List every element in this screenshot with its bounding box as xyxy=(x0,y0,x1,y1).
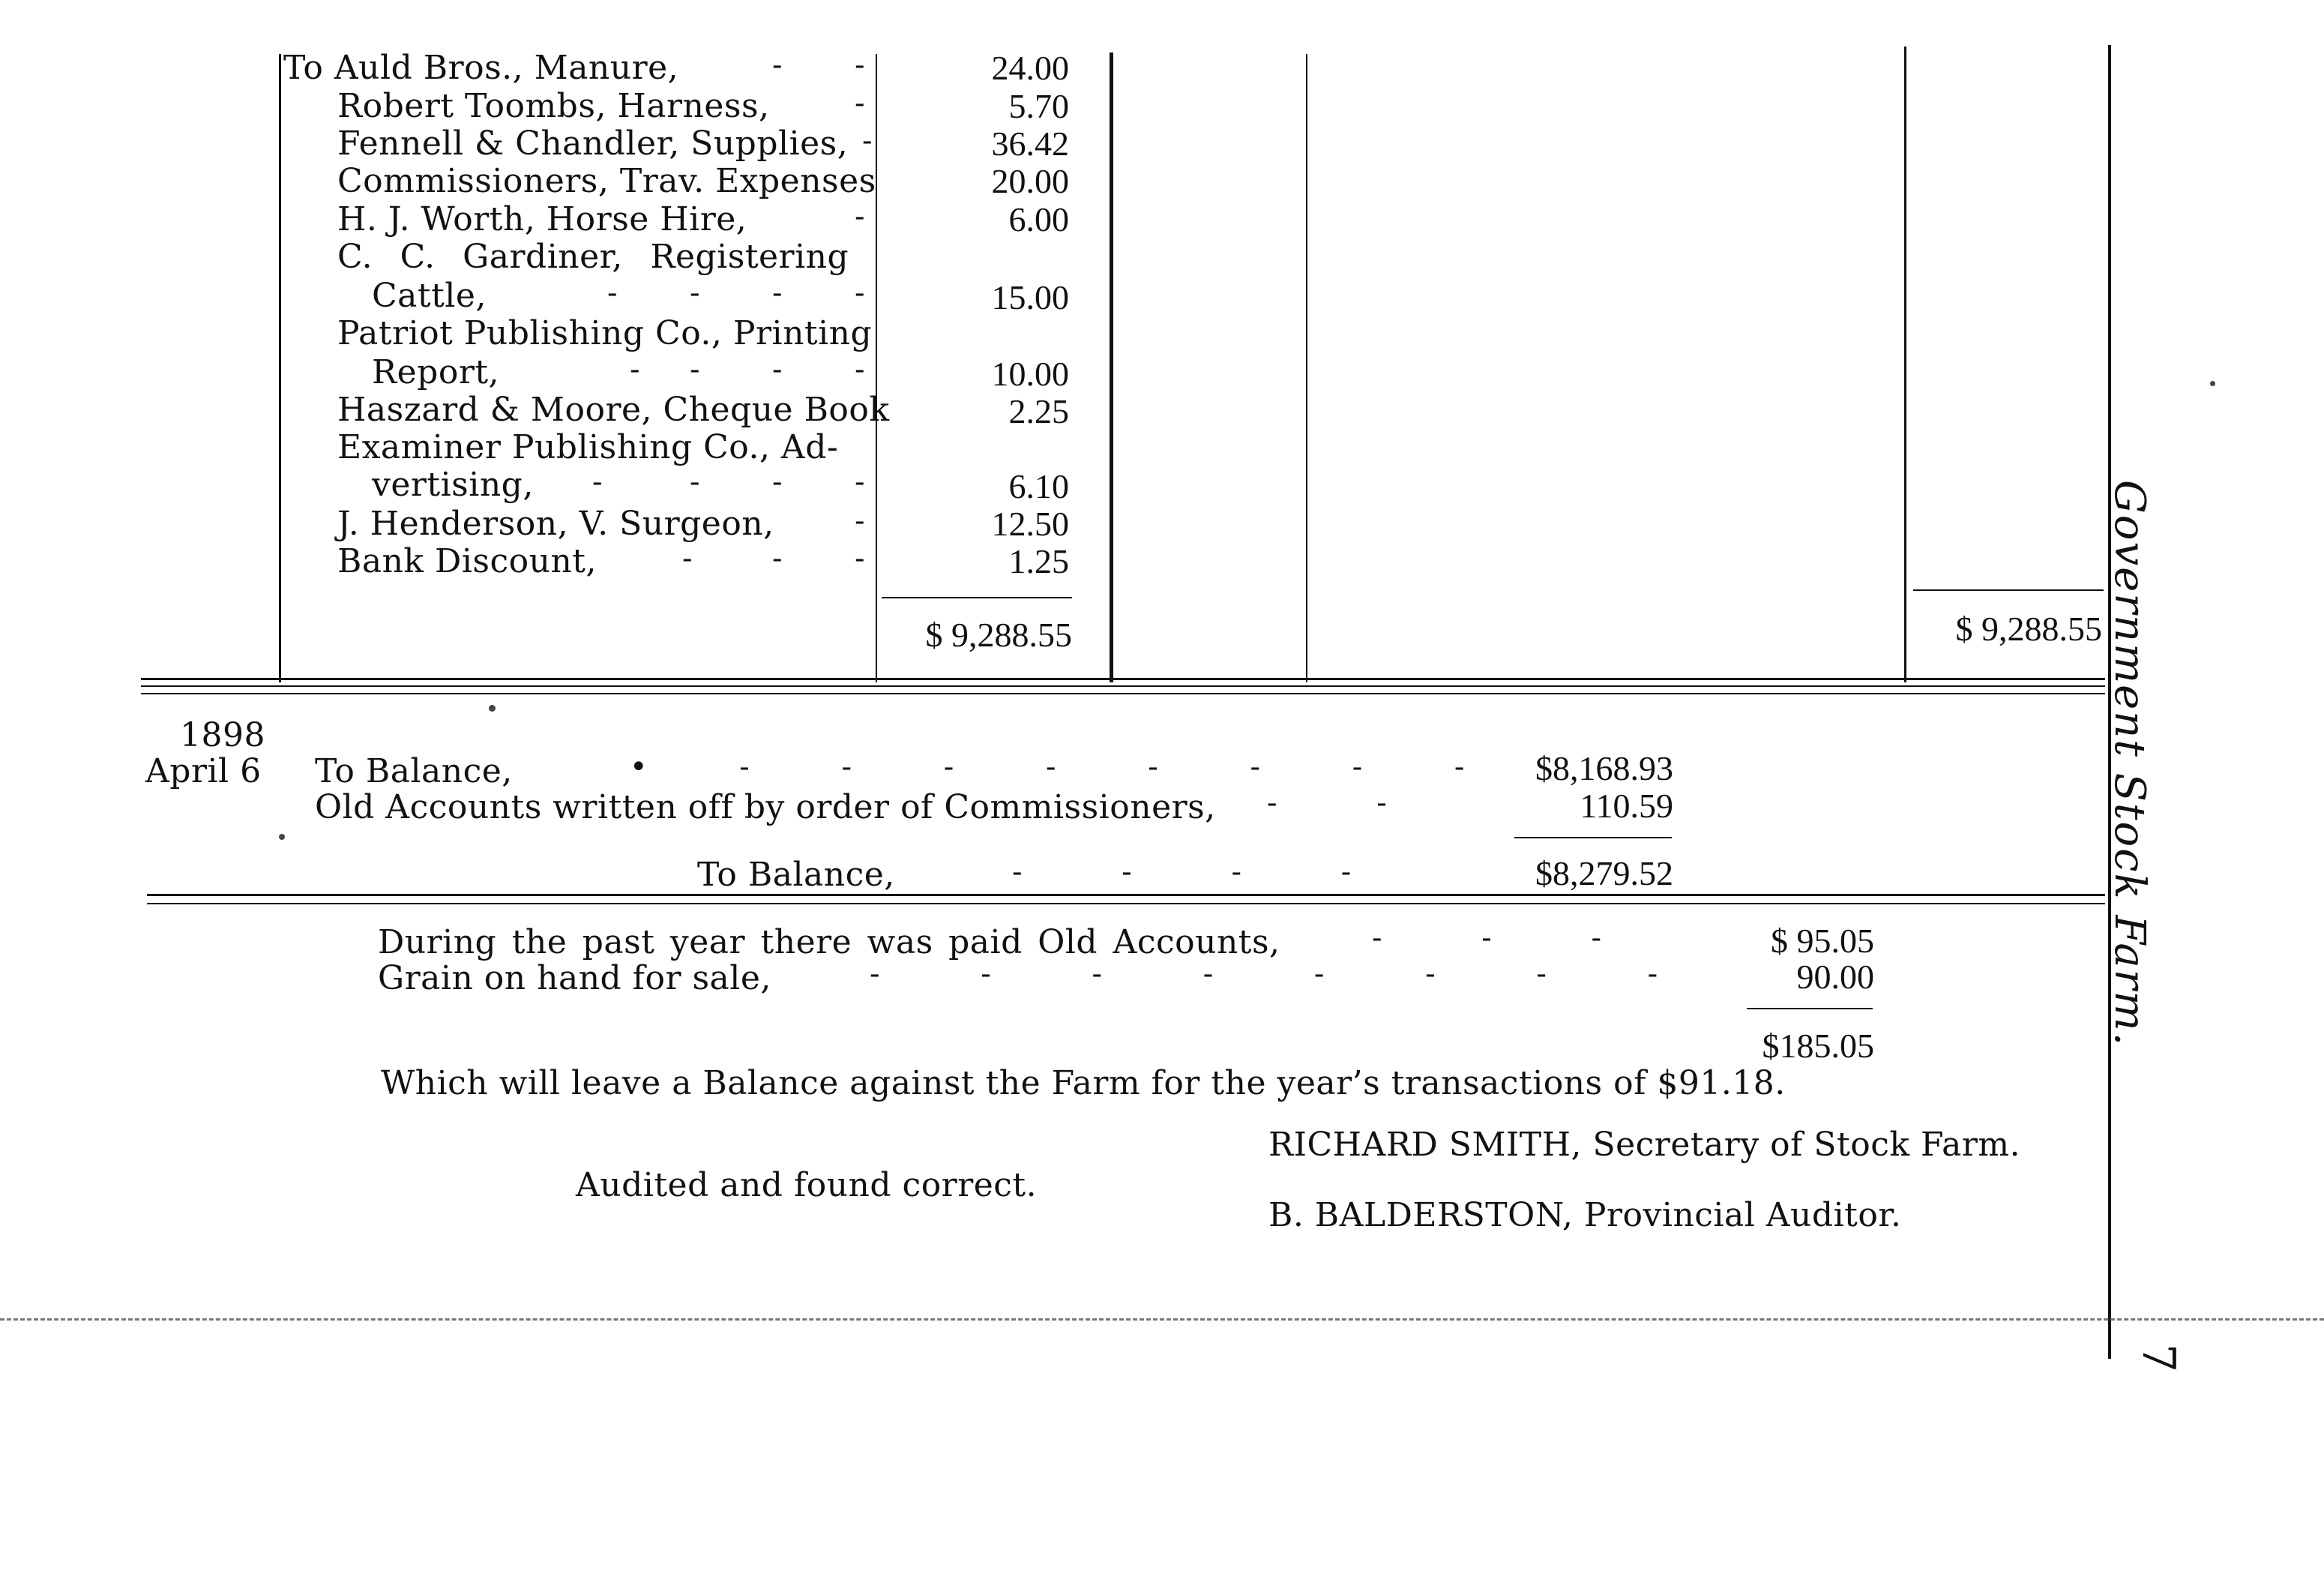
leader-dashes: - xyxy=(855,86,865,121)
to-balance-amount: $8,168.93 xyxy=(1535,749,1673,787)
ledger-entry-name: Cattle, xyxy=(372,277,487,315)
ledger-rule xyxy=(876,54,877,682)
ledger-entry-name: Commissioners, Trav. Expenses xyxy=(337,162,876,200)
auditor-signature: B. BALDERSTON, Provincial Auditor. xyxy=(1268,1196,1902,1234)
leader-dashes: • - - - - - - - - xyxy=(630,750,1465,784)
old-accounts-amount: 110.59 xyxy=(1580,787,1673,825)
total-rule xyxy=(882,597,1072,598)
leader-dashes: - xyxy=(855,199,865,234)
leader-dashes: - - - xyxy=(1372,921,1601,955)
leader-dashes: - xyxy=(690,276,700,310)
ledger-entry-amount: 5.70 xyxy=(1008,87,1069,125)
grain-amount: 90.00 xyxy=(1796,958,1874,996)
ledger-entry-amount: 10.00 xyxy=(991,355,1069,393)
leader-dashes: - xyxy=(690,352,700,387)
leader-dashes: - - xyxy=(1267,786,1387,820)
total-rule xyxy=(1913,589,2104,591)
leader-dashes: - xyxy=(592,465,603,499)
final-balance-label: To Balance, xyxy=(697,856,895,894)
paid-old-accounts-amount: $ 95.05 xyxy=(1771,922,1874,960)
section-rule xyxy=(147,903,2105,904)
leader-dashes: - xyxy=(772,541,783,576)
ledger-entry-name: J. Henderson, V. Surgeon, xyxy=(337,505,774,543)
crop-line xyxy=(0,1318,2324,1321)
leader-dashes: - xyxy=(772,276,783,310)
ledger-entry-name: Robert Toombs, Harness, xyxy=(337,87,770,125)
scan-speck xyxy=(2210,381,2215,386)
ledger-entry-name: Haszard & Moore, Cheque Book xyxy=(337,391,890,429)
section-rule xyxy=(141,685,2105,687)
section-rule xyxy=(147,894,2105,896)
audited-note: Audited and found correct. xyxy=(576,1166,1038,1204)
grain-label: Grain on hand for sale, xyxy=(378,959,771,997)
ledger-entry-name: H. J. Worth, Horse Hire, xyxy=(337,200,747,238)
balance-date: April 6 xyxy=(145,752,262,790)
balance-year: 1898 xyxy=(180,716,265,754)
ledger-entry-amount: 20.00 xyxy=(991,162,1069,200)
sum-rule xyxy=(1514,837,1672,838)
leader-dashes: - xyxy=(630,352,640,387)
ledger-entry-name: To Auld Bros., Manure, xyxy=(283,49,679,87)
ledger-total-right: $ 9,288.55 xyxy=(1955,610,2102,648)
sum-rule xyxy=(1747,1008,1873,1009)
leader-dashes: - xyxy=(855,504,865,538)
leader-dashes: - xyxy=(862,124,873,158)
ledger-entry-name: C. C. Gardiner, Registering xyxy=(337,238,849,276)
ledger-entry-amount: 24.00 xyxy=(991,49,1069,87)
scan-speck xyxy=(489,705,496,712)
conclusion-text: Which will leave a Balance against the Farm for the year’s transactions of $91.18. xyxy=(381,1064,1786,1102)
ledger-entry-amount: 12.50 xyxy=(991,505,1069,543)
old-accounts-label: Old Accounts written off by order of Commissioners, xyxy=(315,788,1216,826)
ledger-entry-name: Bank Discount, xyxy=(337,542,597,580)
ledger-entry-name: Fennell & Chandler, Supplies, xyxy=(337,124,849,163)
secretary-signature: RICHARD SMITH, Secretary of Stock Farm. xyxy=(1268,1126,2021,1164)
ledger-rule xyxy=(279,54,281,682)
leader-dashes: - xyxy=(690,465,700,499)
ledger-entry-amount: 6.10 xyxy=(1008,467,1069,505)
running-title: Government Stock Farm. xyxy=(2105,480,2154,1048)
leader-dashes: - - - - xyxy=(1012,855,1352,889)
ledger-entry-name: Examiner Publishing Co., Ad- xyxy=(337,428,839,466)
paid-old-accounts-label: During the past year there was paid Old Accounts, xyxy=(378,923,1280,961)
to-balance-label: To Balance, xyxy=(315,752,513,790)
ledger-rule xyxy=(1110,52,1113,682)
leader-dashes: - xyxy=(607,276,618,310)
leader-dashes: - xyxy=(682,541,693,576)
section-rule xyxy=(141,693,2105,694)
ledger-rule xyxy=(1306,54,1307,682)
leader-dashes: - xyxy=(772,352,783,387)
summary-sum: $185.05 xyxy=(1762,1027,1874,1065)
final-balance-amount: $8,279.52 xyxy=(1535,854,1673,892)
leader-dashes: - xyxy=(855,352,865,387)
leader-dashes: - xyxy=(855,48,865,82)
ledger-rule xyxy=(1904,46,1906,682)
ledger-entry-amount: 2.25 xyxy=(1008,392,1069,430)
ledger-entry-amount: 6.00 xyxy=(1008,200,1069,238)
ledger-entry-name: Report, xyxy=(372,353,500,391)
leader-dashes: - xyxy=(855,541,865,576)
ledger-entry-name: vertising, xyxy=(372,466,534,504)
section-rule xyxy=(141,678,2105,680)
leader-dashes: - - - - - - - - xyxy=(870,957,1658,991)
ledger-entry-amount: 36.42 xyxy=(991,124,1069,163)
leader-dashes: - xyxy=(855,465,865,499)
ledger-entry-amount: 15.00 xyxy=(991,278,1069,316)
page-number: 7 xyxy=(2132,1343,2185,1373)
leader-dashes: - xyxy=(772,465,783,499)
leader-dashes: - xyxy=(772,48,783,82)
ledger-entry-name: Patriot Publishing Co., Printing xyxy=(337,314,873,352)
scan-speck xyxy=(279,834,285,840)
ledger-entry-amount: 1.25 xyxy=(1008,542,1069,580)
leader-dashes: - xyxy=(855,276,865,310)
ledger-total-left: $ 9,288.55 xyxy=(925,616,1072,654)
